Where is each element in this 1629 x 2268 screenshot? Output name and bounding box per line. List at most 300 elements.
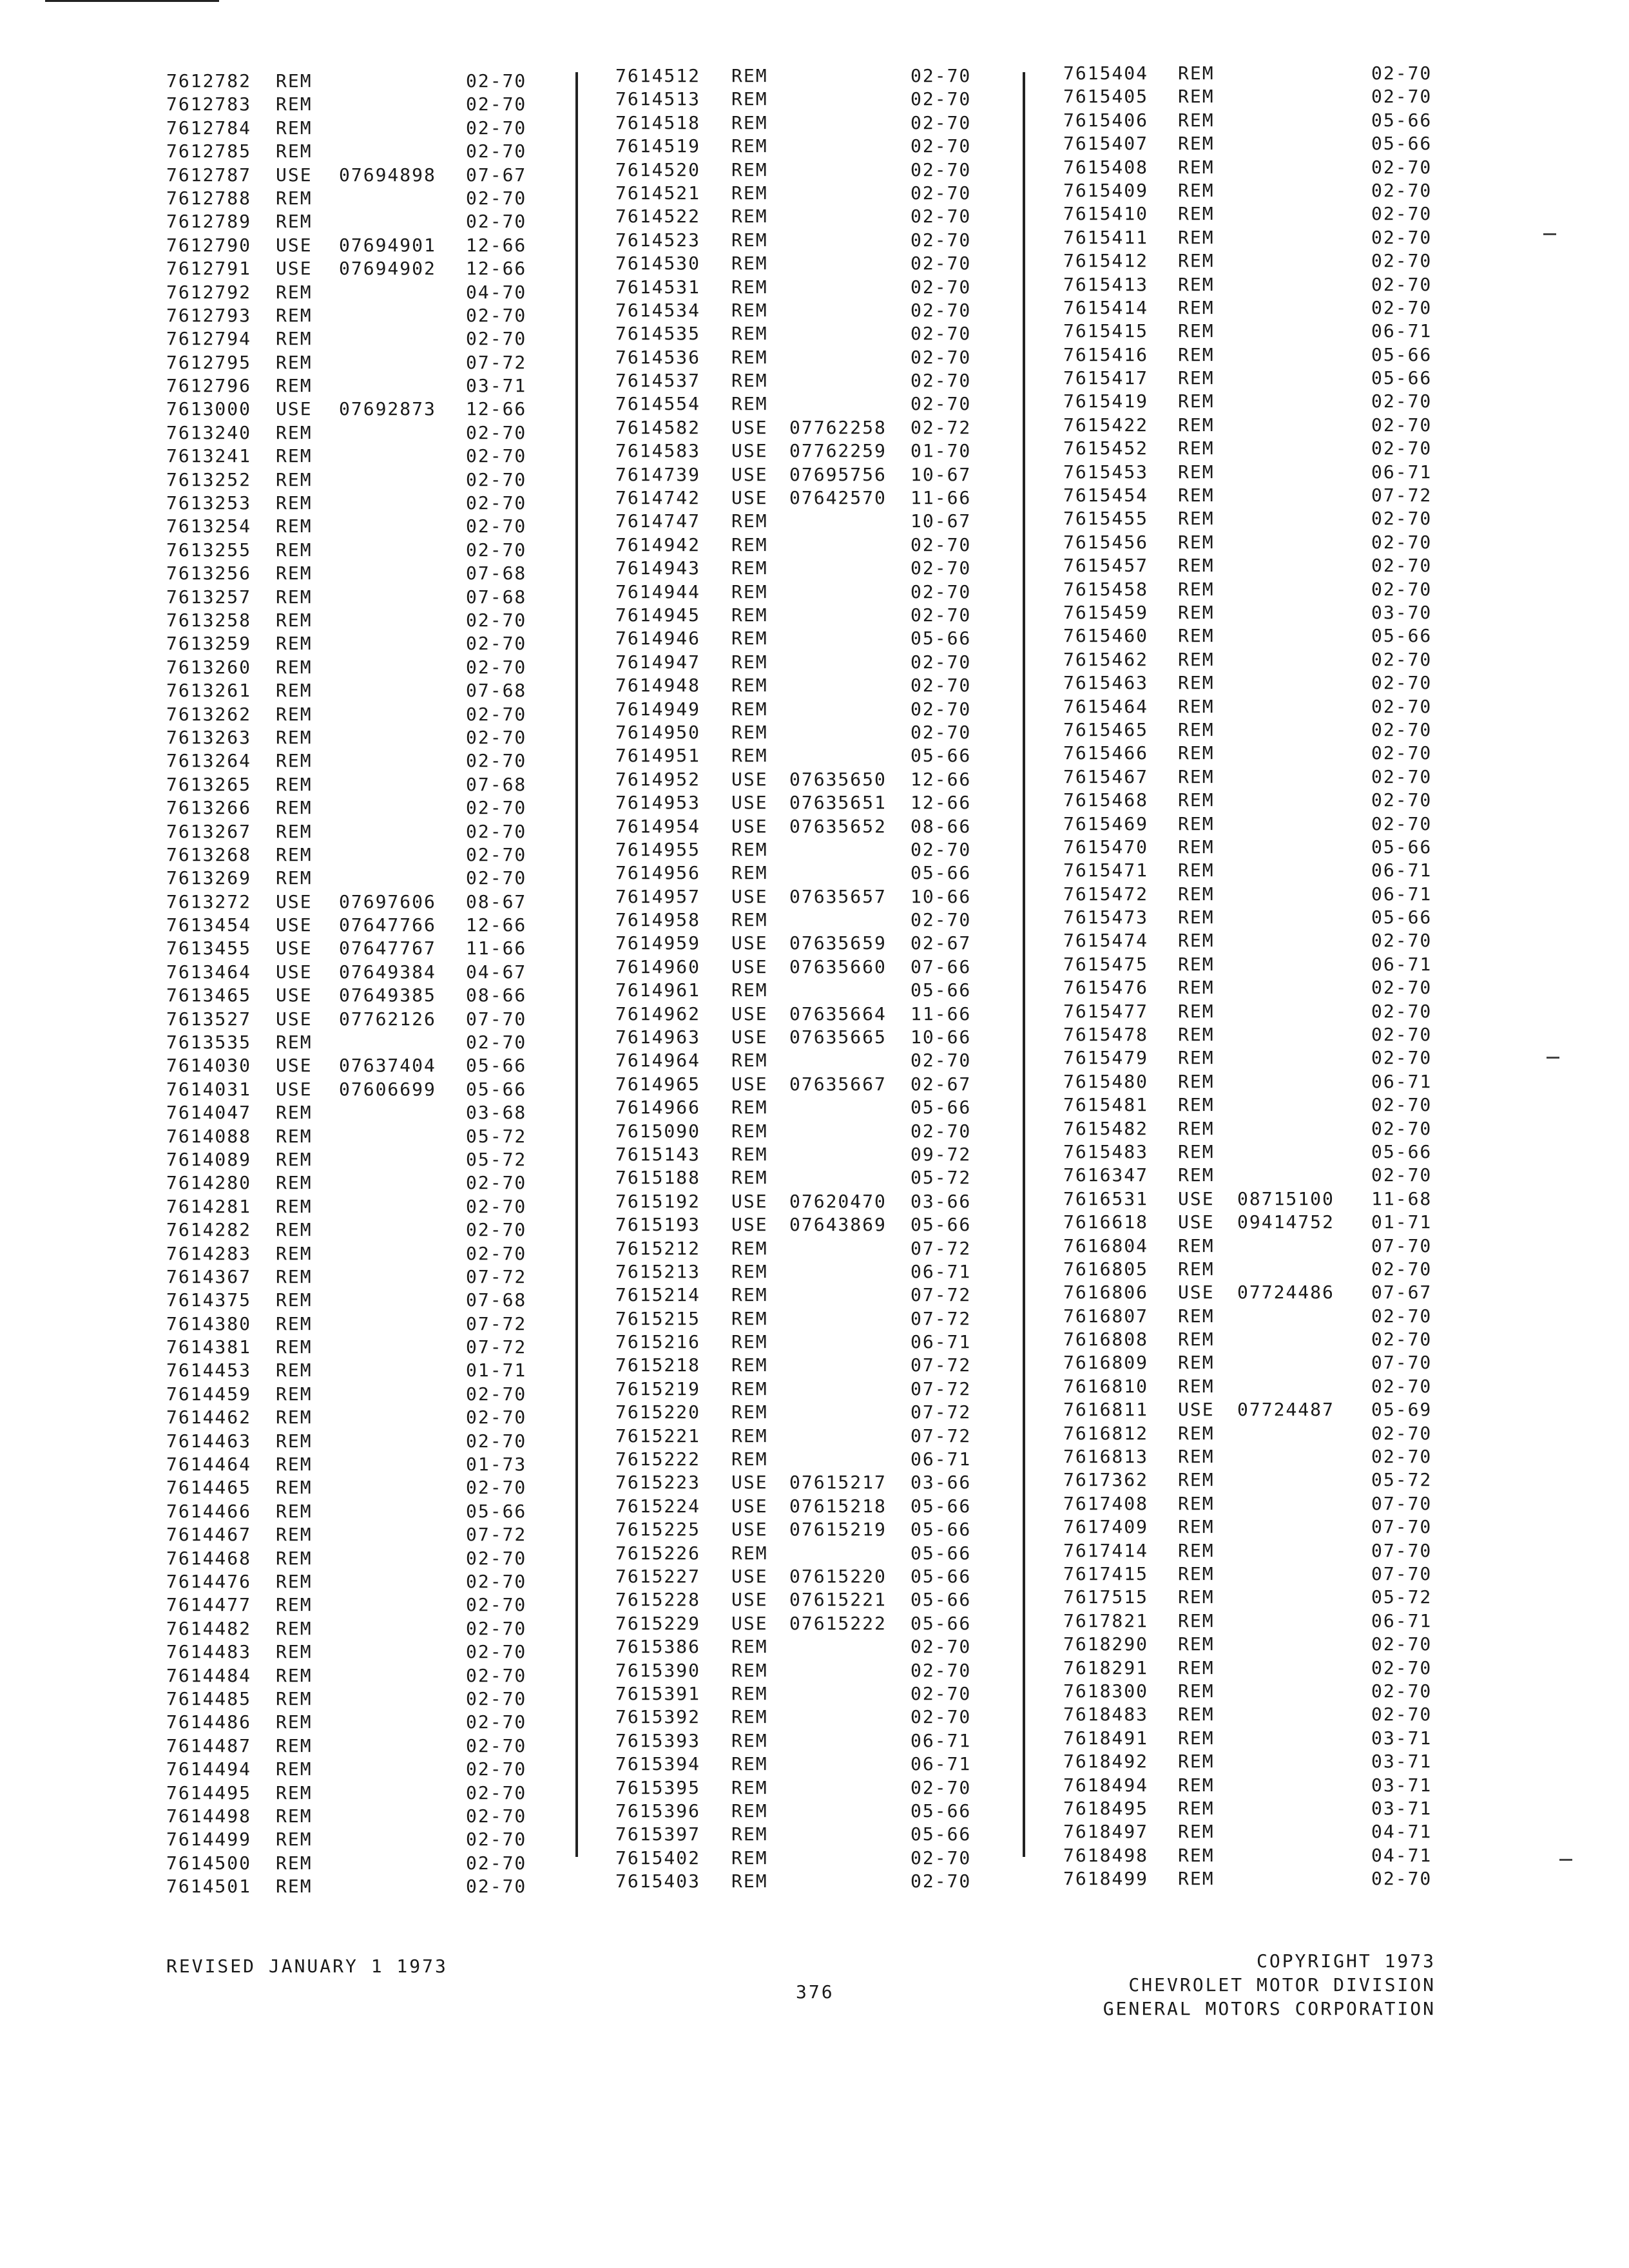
part-number: 7615466 xyxy=(1063,742,1149,764)
part-row xyxy=(1063,1187,1450,1211)
part-row xyxy=(1063,367,1450,390)
effective-date: 02-70 xyxy=(911,299,972,321)
replacement-part: 07762259 xyxy=(789,440,887,462)
part-number: 7614958 xyxy=(615,909,701,931)
part-number: 7618291 xyxy=(1063,1657,1149,1678)
action-code: USE xyxy=(276,1008,313,1030)
part-number: 7617362 xyxy=(1063,1469,1149,1491)
replacement-part: 07649384 xyxy=(339,961,436,983)
effective-date: 09-72 xyxy=(911,1143,972,1165)
action-code: USE xyxy=(276,398,313,420)
effective-date: 02-70 xyxy=(466,445,527,467)
effective-date: 05-66 xyxy=(1371,367,1432,389)
part-row xyxy=(166,492,534,515)
part-number: 7616805 xyxy=(1063,1258,1149,1280)
action-code: REM xyxy=(276,1172,313,1194)
part-number: 7615482 xyxy=(1063,1117,1149,1139)
part-number: 7615222 xyxy=(615,1448,701,1470)
part-number: 7614495 xyxy=(166,1782,252,1803)
action-code: REM xyxy=(276,1641,313,1663)
part-row xyxy=(615,1190,989,1213)
part-number: 7615455 xyxy=(1063,508,1149,530)
effective-date: 07-72 xyxy=(466,351,527,373)
effective-date: 08-66 xyxy=(911,815,972,837)
part-row xyxy=(166,1171,534,1195)
effective-date: 04-70 xyxy=(466,281,527,303)
action-code: REM xyxy=(1178,531,1215,553)
effective-date: 02-70 xyxy=(466,703,527,725)
action-code: REM xyxy=(276,1289,313,1311)
action-code: REM xyxy=(1178,1305,1215,1327)
part-number: 7615413 xyxy=(1063,273,1149,295)
action-code: REM xyxy=(731,1682,768,1704)
effective-date: 02-70 xyxy=(911,159,972,180)
part-row xyxy=(1063,976,1450,999)
part-row xyxy=(615,1753,989,1776)
action-code: REM xyxy=(1178,625,1215,647)
effective-date: 07-72 xyxy=(911,1425,972,1446)
part-number: 7615226 xyxy=(615,1542,701,1564)
effective-date: 07-67 xyxy=(1371,1282,1432,1303)
action-code: REM xyxy=(276,1312,313,1334)
part-row xyxy=(1063,414,1450,437)
action-code: REM xyxy=(276,1711,313,1733)
part-row xyxy=(615,1471,989,1494)
part-row xyxy=(1063,1844,1450,1867)
effective-date: 07-67 xyxy=(466,164,527,186)
action-code: REM xyxy=(1178,1727,1215,1749)
part-number: 7614483 xyxy=(166,1641,252,1663)
effective-date: 02-70 xyxy=(911,675,972,697)
action-code: REM xyxy=(1178,390,1215,412)
replacement-part: 07637404 xyxy=(339,1055,436,1077)
replacement-part: 07635659 xyxy=(789,932,887,954)
part-row xyxy=(615,369,989,392)
part-row xyxy=(1063,132,1450,155)
effective-date: 10-66 xyxy=(911,885,972,907)
effective-date: 05-72 xyxy=(1371,1469,1432,1491)
replacement-part: 07647767 xyxy=(339,937,436,959)
part-row xyxy=(615,674,989,697)
effective-date: 02-70 xyxy=(466,1852,527,1874)
effective-date: 05-66 xyxy=(1371,836,1432,858)
part-row xyxy=(1063,461,1450,484)
part-row xyxy=(1063,789,1450,812)
part-number: 7615224 xyxy=(615,1495,701,1517)
effective-date: 05-66 xyxy=(1371,907,1432,928)
part-number: 7615458 xyxy=(1063,578,1149,600)
effective-date: 02-70 xyxy=(466,797,527,819)
part-row xyxy=(166,187,534,210)
part-row xyxy=(166,1687,534,1711)
effective-date: 02-70 xyxy=(1371,1633,1432,1655)
part-row xyxy=(615,861,989,885)
replacement-part: 07635657 xyxy=(789,885,887,907)
effective-date: 07-72 xyxy=(1371,485,1432,506)
effective-date: 02-70 xyxy=(1371,390,1432,412)
action-code: REM xyxy=(276,375,313,397)
part-row xyxy=(615,721,989,744)
part-row xyxy=(1063,1422,1450,1445)
part-number: 7613455 xyxy=(166,937,252,959)
effective-date: 05-66 xyxy=(911,979,972,1001)
action-code: REM xyxy=(1178,1680,1215,1702)
part-number: 7615412 xyxy=(1063,250,1149,272)
part-row xyxy=(615,205,989,228)
effective-date: 02-70 xyxy=(466,656,527,678)
action-code: REM xyxy=(1178,1375,1215,1397)
part-row xyxy=(166,749,534,773)
action-code: REM xyxy=(731,651,768,673)
part-number: 7616806 xyxy=(1063,1282,1149,1303)
part-number: 7615416 xyxy=(1063,343,1149,365)
effective-date: 02-70 xyxy=(911,838,972,860)
part-number: 7614465 xyxy=(166,1477,252,1499)
action-code: REM xyxy=(1178,1117,1215,1139)
part-number: 7616531 xyxy=(1063,1187,1149,1209)
part-row xyxy=(615,64,989,88)
action-code: REM xyxy=(276,1524,313,1546)
part-row xyxy=(1063,1727,1450,1750)
action-code: REM xyxy=(731,206,768,227)
part-number: 7615394 xyxy=(615,1753,701,1775)
part-row xyxy=(615,1870,989,1893)
action-code: REM xyxy=(276,1735,313,1756)
part-row xyxy=(166,1453,534,1476)
effective-date: 02-70 xyxy=(1371,1258,1432,1280)
part-number: 7613527 xyxy=(166,1008,252,1030)
part-row xyxy=(1063,1351,1450,1374)
action-code: REM xyxy=(731,628,768,649)
effective-date: 02-70 xyxy=(1371,1117,1432,1139)
part-row xyxy=(1063,624,1450,648)
part-number: 7614499 xyxy=(166,1829,252,1850)
part-number: 7614957 xyxy=(615,885,701,907)
action-code: REM xyxy=(276,609,313,631)
part-number: 7614950 xyxy=(615,721,701,743)
part-number: 7615386 xyxy=(615,1636,701,1658)
action-code: REM xyxy=(1178,1516,1215,1538)
action-code: USE xyxy=(1178,1399,1215,1421)
part-number: 7614500 xyxy=(166,1852,252,1874)
effective-date: 06-71 xyxy=(911,1753,972,1775)
part-row xyxy=(166,327,534,351)
action-code: REM xyxy=(731,182,768,204)
effective-date: 02-70 xyxy=(911,229,972,251)
part-number: 7615227 xyxy=(615,1566,701,1587)
effective-date: 02-70 xyxy=(466,1876,527,1898)
part-row xyxy=(1063,953,1450,976)
effective-date: 02-67 xyxy=(911,1073,972,1095)
replacement-part: 07615218 xyxy=(789,1495,887,1517)
effective-date: 02-70 xyxy=(911,1870,972,1892)
part-number: 7614464 xyxy=(166,1454,252,1475)
part-row xyxy=(615,885,989,908)
part-row xyxy=(615,1260,989,1283)
effective-date: 02-70 xyxy=(1371,1024,1432,1046)
part-number: 7614943 xyxy=(615,557,701,579)
part-row xyxy=(1063,1235,1450,1258)
effective-date: 02-70 xyxy=(911,1776,972,1798)
part-number: 7614520 xyxy=(615,159,701,180)
part-row xyxy=(615,581,989,604)
effective-date: 02-70 xyxy=(466,1032,527,1053)
part-number: 7614519 xyxy=(615,135,701,157)
action-code: REM xyxy=(731,1307,768,1329)
part-number: 7614367 xyxy=(166,1265,252,1287)
part-number: 7615414 xyxy=(1063,296,1149,318)
action-code: USE xyxy=(1178,1211,1215,1233)
part-number: 7615474 xyxy=(1063,930,1149,952)
part-number: 7614962 xyxy=(615,1003,701,1024)
effective-date: 02-70 xyxy=(911,135,972,157)
part-number: 7615395 xyxy=(615,1776,701,1798)
action-code: REM xyxy=(1178,860,1215,881)
part-row xyxy=(166,609,534,632)
part-row xyxy=(166,398,534,421)
part-number: 7613465 xyxy=(166,985,252,1006)
replacement-part: 07647766 xyxy=(339,914,436,936)
part-row xyxy=(615,791,989,814)
action-code: USE xyxy=(731,1589,768,1611)
part-row xyxy=(615,1049,989,1072)
effective-date: 05-72 xyxy=(911,1167,972,1189)
part-row xyxy=(615,439,989,463)
action-code: REM xyxy=(276,586,313,608)
effective-date: 02-70 xyxy=(911,1120,972,1142)
part-number: 7614942 xyxy=(615,533,701,555)
effective-date: 02-70 xyxy=(466,117,527,139)
action-code: REM xyxy=(276,1500,313,1522)
effective-date: 06-71 xyxy=(911,1260,972,1282)
part-row xyxy=(166,586,534,609)
part-number: 7614477 xyxy=(166,1594,252,1616)
effective-date: 07-66 xyxy=(911,956,972,977)
effective-date: 02-70 xyxy=(1371,718,1432,740)
part-row xyxy=(166,562,534,585)
part-row xyxy=(1063,531,1450,554)
part-row xyxy=(615,1565,989,1588)
part-number: 7615452 xyxy=(1063,437,1149,459)
effective-date: 02-70 xyxy=(466,1219,527,1241)
action-code: REM xyxy=(276,1125,313,1147)
action-code: REM xyxy=(731,721,768,743)
part-number: 7614961 xyxy=(615,979,701,1001)
effective-date: 02-70 xyxy=(466,539,527,561)
part-row xyxy=(166,1430,534,1453)
action-code: REM xyxy=(731,1425,768,1446)
action-code: REM xyxy=(731,1284,768,1306)
action-code: REM xyxy=(276,1782,313,1803)
part-row xyxy=(166,1383,534,1406)
part-row xyxy=(166,1125,534,1148)
effective-date: 02-70 xyxy=(1371,1164,1432,1186)
effective-date: 02-70 xyxy=(911,253,972,274)
part-number: 7618497 xyxy=(1063,1821,1149,1843)
action-code: REM xyxy=(1178,203,1215,225)
action-code: REM xyxy=(1178,555,1215,577)
effective-date: 02-70 xyxy=(1371,1329,1432,1350)
part-number: 7614453 xyxy=(166,1360,252,1381)
part-number: 7614536 xyxy=(615,346,701,368)
action-code: REM xyxy=(731,1354,768,1376)
action-code: REM xyxy=(1178,789,1215,811)
part-number: 7613464 xyxy=(166,961,252,983)
effective-date: 02-70 xyxy=(911,651,972,673)
effective-date: 02-70 xyxy=(911,533,972,555)
parts-column-1 xyxy=(166,70,534,1898)
part-row xyxy=(166,1148,534,1171)
part-number: 7615219 xyxy=(615,1378,701,1399)
part-row xyxy=(615,1823,989,1846)
action-code: REM xyxy=(731,1706,768,1728)
part-number: 7618499 xyxy=(1063,1868,1149,1890)
part-row xyxy=(166,796,534,820)
part-row xyxy=(1063,883,1450,906)
effective-date: 02-70 xyxy=(466,1383,527,1405)
part-number: 7614534 xyxy=(615,299,701,321)
effective-date: 02-70 xyxy=(466,1735,527,1756)
replacement-part: 07642570 xyxy=(789,487,887,509)
part-row xyxy=(1063,202,1450,226)
action-code: REM xyxy=(1178,930,1215,952)
part-row xyxy=(166,539,534,562)
part-number: 7615463 xyxy=(1063,672,1149,694)
effective-date: 02-70 xyxy=(911,276,972,298)
part-number: 7615478 xyxy=(1063,1024,1149,1046)
part-row xyxy=(615,1401,989,1424)
part-row xyxy=(1063,812,1450,836)
action-code: REM xyxy=(731,1050,768,1072)
part-number: 7615417 xyxy=(1063,367,1149,389)
part-number: 7614966 xyxy=(615,1097,701,1119)
effective-date: 02-70 xyxy=(1371,156,1432,178)
replacement-part: 07694902 xyxy=(339,258,436,280)
margin-mark xyxy=(1543,233,1556,235)
replacement-part: 07694898 xyxy=(339,164,436,186)
part-number: 7615214 xyxy=(615,1284,701,1306)
part-number: 7615476 xyxy=(1063,977,1149,999)
effective-date: 05-66 xyxy=(1371,1140,1432,1162)
action-code: REM xyxy=(731,1753,768,1775)
part-row xyxy=(1063,1750,1450,1773)
part-number: 7614280 xyxy=(166,1172,252,1194)
action-code: REM xyxy=(1178,86,1215,108)
part-row xyxy=(615,1706,989,1729)
action-code: REM xyxy=(731,276,768,298)
part-row xyxy=(166,1852,534,1875)
part-number: 7614964 xyxy=(615,1050,701,1072)
part-number: 7615465 xyxy=(1063,718,1149,740)
part-row xyxy=(615,1612,989,1635)
part-number: 7615406 xyxy=(1063,109,1149,131)
action-code: REM xyxy=(1178,1235,1215,1256)
part-row xyxy=(166,1758,534,1781)
part-row xyxy=(615,627,989,650)
effective-date: 02-70 xyxy=(466,1547,527,1569)
part-row xyxy=(166,234,534,257)
part-number: 7614963 xyxy=(615,1026,701,1048)
action-code: REM xyxy=(276,1594,313,1616)
part-number: 7614486 xyxy=(166,1711,252,1733)
effective-date: 07-72 xyxy=(466,1336,527,1358)
part-row xyxy=(1063,859,1450,882)
part-number: 7613265 xyxy=(166,773,252,795)
action-code: REM xyxy=(1178,1329,1215,1350)
part-number: 7615221 xyxy=(615,1425,701,1446)
part-number: 7617415 xyxy=(1063,1563,1149,1584)
copyright-line: COPYRIGHT 1973 xyxy=(1256,1950,1436,1972)
part-number: 7615472 xyxy=(1063,883,1149,905)
part-row xyxy=(166,867,534,890)
action-code: REM xyxy=(276,1242,313,1264)
effective-date: 12-66 xyxy=(466,914,527,936)
action-code: REM xyxy=(1178,273,1215,295)
replacement-part: 07724486 xyxy=(1237,1282,1335,1303)
part-number: 7613268 xyxy=(166,843,252,865)
action-code: USE xyxy=(276,961,313,983)
effective-date: 11-66 xyxy=(911,1003,972,1024)
effective-date: 07-72 xyxy=(911,1284,972,1306)
part-row xyxy=(166,117,534,140)
part-row xyxy=(166,1875,534,1898)
part-row xyxy=(166,1218,534,1242)
part-row xyxy=(1063,62,1450,85)
action-code: USE xyxy=(1178,1187,1215,1209)
effective-date: 03-66 xyxy=(911,1190,972,1212)
action-code: REM xyxy=(731,862,768,884)
part-row xyxy=(1063,1610,1450,1633)
part-row xyxy=(1063,1398,1450,1421)
effective-date: 07-72 xyxy=(911,1354,972,1376)
part-number: 7615405 xyxy=(1063,86,1149,108)
part-row xyxy=(615,651,989,674)
effective-date: 07-70 xyxy=(1371,1235,1432,1256)
replacement-part: 07762258 xyxy=(789,416,887,438)
part-number: 7615090 xyxy=(615,1120,701,1142)
action-code: REM xyxy=(276,562,313,584)
action-code: USE xyxy=(1178,1282,1215,1303)
effective-date: 02-70 xyxy=(466,70,527,91)
action-code: REM xyxy=(1178,414,1215,436)
part-number: 7616809 xyxy=(1063,1352,1149,1374)
effective-date: 05-66 xyxy=(911,1519,972,1541)
part-number: 7616618 xyxy=(1063,1211,1149,1233)
action-code: REM xyxy=(276,1876,313,1898)
effective-date: 02-70 xyxy=(1371,812,1432,834)
part-number: 7615391 xyxy=(615,1682,701,1704)
part-row xyxy=(1063,578,1450,601)
part-row xyxy=(166,1101,534,1124)
part-row xyxy=(1063,1492,1450,1515)
action-code: REM xyxy=(276,1687,313,1709)
part-row xyxy=(166,1242,534,1265)
effective-date: 02-70 xyxy=(1371,62,1432,84)
action-code: REM xyxy=(1178,508,1215,530)
part-number: 7612784 xyxy=(166,117,252,139)
part-row xyxy=(166,1617,534,1640)
action-code: REM xyxy=(731,1378,768,1399)
part-row xyxy=(1063,1258,1450,1281)
action-code: USE xyxy=(731,463,768,485)
part-row xyxy=(1063,343,1450,367)
effective-date: 02-70 xyxy=(1371,414,1432,436)
part-number: 7615188 xyxy=(615,1167,701,1189)
action-code: REM xyxy=(1178,109,1215,131)
action-code: REM xyxy=(1178,601,1215,623)
part-row xyxy=(615,159,989,182)
part-row xyxy=(1063,1140,1450,1164)
